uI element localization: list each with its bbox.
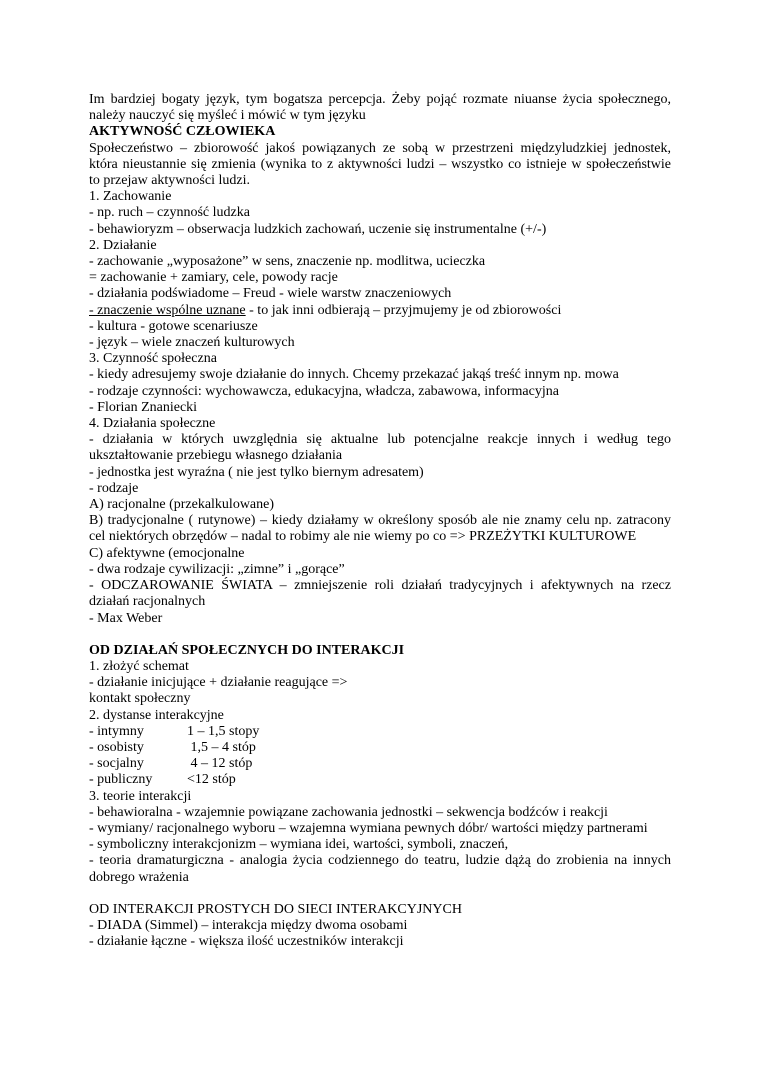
rodzaje-a: A) racjonalne (przekalkulowane) (89, 497, 275, 513)
document-body (89, 92, 671, 950)
rodzaje-b-line-2: cel niektórych obrzędów – nadal to robimy ale nie wiemy po co => PRZEŻYTKI KULTUROWE (89, 529, 637, 545)
rodzaje-c: C) afektywne (emocjonalne (89, 545, 245, 561)
dzialania-spoleczne-item-1b: ukształtowanie przebiegu własnego działania (89, 448, 343, 464)
dzialania-spoleczne-item-3: - rodzaje (89, 480, 139, 496)
section-heading-aktywnosc: AKTYWNOŚĆ CZŁOWIEKA (89, 124, 276, 140)
section-gap (89, 886, 671, 902)
dzialania-spoleczne-item-5a: - ODCZAROWANIE ŚWIATA – zmniejszenie roli działań tradycyjnych i afektywnych na rzecz (89, 578, 671, 594)
dystans-value: 4 – 12 stóp (187, 756, 253, 772)
czynnosc-item-2: - rodzaje czynności: wychowawcza, edukacyjna, władcza, zabawowa, informacyjna (89, 383, 559, 399)
dystans-label: - osobisty (89, 739, 144, 755)
dzialania-spoleczne-item-2: - jednostka jest wyraźna ( nie jest tylko biernym adresatem) (89, 464, 424, 480)
section-heading-sieci: OD INTERAKCJI PROSTYCH DO SIECI INTERAKCYJNYCH (89, 901, 462, 917)
zachowanie-title: 1. Zachowanie (89, 189, 172, 205)
dzialanie-item-3: - działania podświadome – Freud - wiele warstw znaczeniowych (89, 286, 452, 302)
dystans-label: - publiczny (89, 772, 153, 788)
dzialania-spoleczne-item-1a: - działania w których uwzględnia się aktualne lub potencjalne reakcje innych i według tego (89, 432, 671, 448)
definition-line-3: to przejaw aktywności ludzi. (89, 173, 250, 189)
dystans-row (89, 740, 671, 756)
dzialanie-item-4 (89, 303, 671, 319)
dystans-row (89, 724, 671, 740)
zachowanie-item-2: - behawioryzm – obserwacja ludzkich zachowań, uczenie się instrumentalne (+/-) (89, 221, 547, 237)
dystans-value: <12 stóp (187, 772, 236, 788)
dzialanie-item-4-rest: - to jak inni odbierają – przyjmujemy je od zbiorowości (245, 302, 562, 318)
dystanse-title: 2. dystanse interakcyjne (89, 707, 224, 723)
czynnosc-item-1: - kiedy adresujemy swoje działanie do innych. Chcemy przekazać jakąś treść innym np. mowa (89, 367, 619, 383)
dzialania-spoleczne-title: 4. Działania społeczne (89, 416, 216, 432)
teorie-item-2: - wymiany/ racjonalnego wyboru – wzajemna wymiana pewnych dóbr/ wartości między partnerami (89, 820, 648, 836)
sieci-item-1: - DIADA (Simmel) – interakcja między dwoma osobami (89, 917, 408, 933)
zachowanie-item-1: - np. ruch – czynność ludzka (89, 205, 250, 221)
dzialanie-item-2: = zachowanie + zamiary, cele, powody racje (89, 270, 338, 286)
definition-line-2: która nieustannie się zmienia (wynika to z aktywności ludzi – wszystko co istnieje w społeczeństwie (89, 156, 671, 172)
teorie-item-3: - symboliczny interakcjonizm – wymiana idei, wartości, symboli, znaczeń, (89, 837, 509, 853)
czynnosc-item-3: - Florian Znaniecki (89, 399, 198, 415)
dystans-label: - socjalny (89, 756, 144, 772)
section-gap (89, 627, 671, 643)
sieci-item-2: - działanie łączne - większa ilość uczestników interakcji (89, 934, 404, 950)
dzialania-spoleczne-item-6: - Max Weber (89, 610, 163, 626)
dystans-row (89, 756, 671, 772)
dzialania-spoleczne-item-5b: działań racjonalnych (89, 594, 206, 610)
intro-line-1: Im bardziej bogaty język, tym bogatsza percepcja. Żeby pojąć rozmate niuanse życia społecznego, (89, 92, 671, 107)
teorie-item-4b: dobrego wrażenia (89, 869, 189, 885)
schemat-item-1: - działanie inicjujące + działanie reagujące => (89, 675, 348, 691)
intro-line-2: należy nauczyć się myśleć i mówić w tym języku (89, 108, 366, 124)
underlined-term: - znaczenie wspólne uznane (89, 302, 246, 318)
dzialanie-item-5: - kultura - gotowe scenariusze (89, 318, 258, 334)
teorie-item-4a: - teoria dramaturgiczna - analogia życia codziennego do teatru, ludzie dążą do zrobienia na innych (89, 853, 671, 869)
dystans-label: - intymny (89, 723, 144, 739)
schemat-title: 1. złożyć schemat (89, 658, 189, 674)
schemat-item-2: kontakt społeczny (89, 691, 191, 707)
rodzaje-b-line-1: B) tradycjonalne ( rutynowe) – kiedy działamy w określony sposób ale nie znamy celu np. zatracony (89, 513, 671, 529)
dzialanie-title: 2. Działanie (89, 237, 157, 253)
dystans-value: 1,5 – 4 stóp (187, 739, 256, 755)
teorie-item-1: - behawioralna - wzajemnie powiązane zachowania jednostki – sekwencja bodźców i reakcji (89, 804, 608, 820)
dzialanie-item-1: - zachowanie „wyposażone” w sens, znaczenie np. modlitwa, ucieczka (89, 254, 486, 270)
section-heading-interakcje: OD DZIAŁAŃ SPOŁECZNYCH DO INTERAKCJI (89, 642, 405, 658)
teorie-title: 3. teorie interakcji (89, 788, 192, 804)
dzialanie-item-6: - język – wiele znaczeń kulturowych (89, 335, 295, 351)
czynnosc-title: 3. Czynność społeczna (89, 351, 217, 367)
dzialania-spoleczne-item-4: - dwa rodzaje cywilizacji: „zimne” i „gorące” (89, 561, 345, 577)
definition-line-1: Społeczeństwo – zbiorowość jakoś powiązanych ze sobą w przestrzeni międzyludzkiej jednostek, (89, 140, 671, 156)
dystans-value: 1 – 1,5 stopy (187, 723, 260, 739)
dystans-row (89, 772, 671, 788)
